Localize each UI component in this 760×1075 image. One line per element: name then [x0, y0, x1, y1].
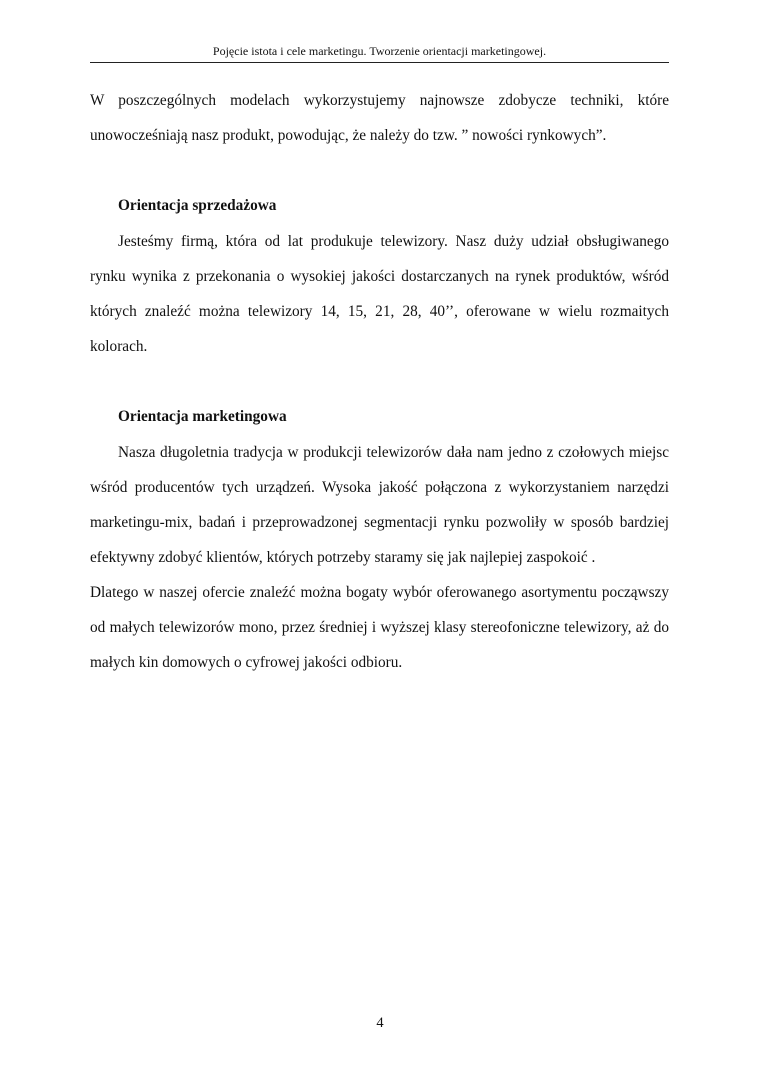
marketing-line-1: Nasza długoletnia tradycja w produkcji telewizorów dała nam jedno z czołowych miejsc: [118, 444, 669, 461]
running-header: Pojęcie istota i cele marketingu. Tworzenie orientacji marketingowej.: [212, 44, 547, 58]
header-rule: [90, 62, 669, 63]
sales-line-3: których znaleźć można telewizory 14, 15, 21, 28, 40’’, oferowane w wielu rozmaitych: [90, 303, 669, 320]
section-heading-sales: Orientacja sprzedażowa: [118, 197, 277, 214]
section-heading-marketing: Orientacja marketingowa: [118, 408, 287, 425]
marketing-line-3: marketingu-mix, badań i przeprowadzonej segmentacji rynku pozwoliły w sposób bardziej: [90, 514, 669, 531]
intro-line-1: W poszczególnych modelach wykorzystujemy najnowsze zdobycze techniki, które: [90, 92, 669, 109]
sales-line-2: rynku wynika z przekonania o wysokiej jakości dostarczanych na rynek produktów, wśród: [90, 268, 669, 285]
marketing-line-4: efektywny zdobyć klientów, których potrzeby staramy się jak najlepiej zaspokoić .: [90, 549, 596, 566]
sales-line-4: kolorach.: [90, 338, 148, 355]
marketing-line-7: małych kin domowych o cyfrowej jakości odbioru.: [90, 654, 403, 671]
marketing-line-2: wśród producentów tych urządzeń. Wysoka jakość połączona z wykorzystaniem narzędzi: [90, 479, 669, 496]
marketing-line-6: od małych telewizorów mono, przez średniej i wyższej klasy stereofoniczne telewizory, aż do: [90, 619, 669, 636]
sales-line-1: Jesteśmy firmą, która od lat produkuje telewizory. Nasz duży udział obsługiwanego: [118, 233, 669, 250]
page-number: 4: [376, 1015, 384, 1031]
intro-line-2: unowocześniają nasz produkt, powodując, że należy do tzw. ” nowości rynkowych”.: [90, 127, 607, 144]
marketing-line-5: Dlatego w naszej ofercie znaleźć można bogaty wybór oferowanego asortymentu począwszy: [90, 584, 669, 601]
